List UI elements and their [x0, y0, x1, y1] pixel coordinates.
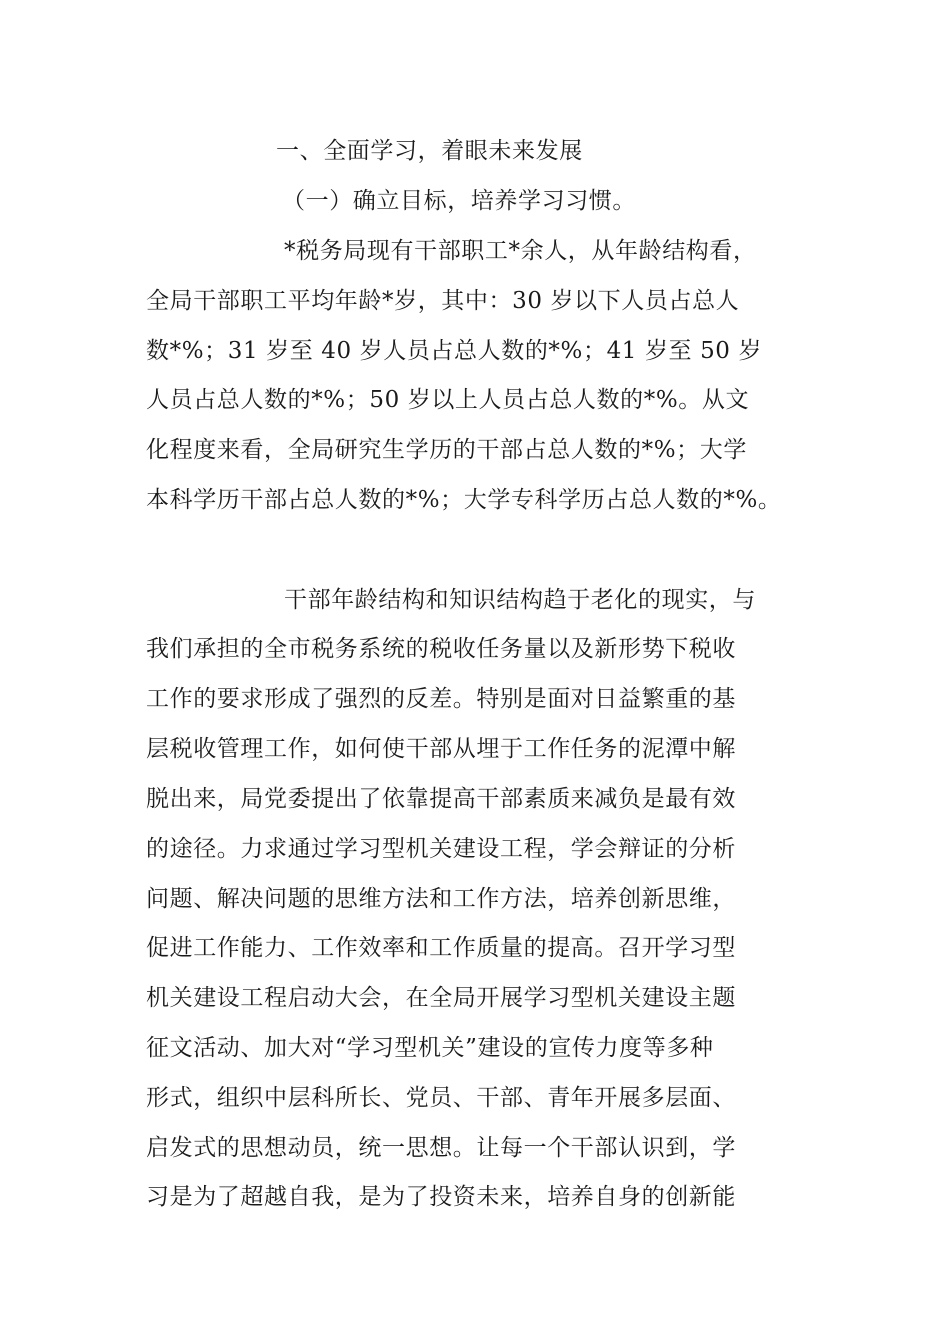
paragraph-2-line: 征文活动、加大对“学习型机关”建设的宣传力度等多种	[146, 1035, 714, 1061]
paragraph-1-line: 化程度来看，全局研究生学历的干部占总人数的*%；大学	[146, 437, 747, 463]
paragraph-2-line: 脱出来，局党委提出了依靠提高干部素质来减负是最有效	[146, 786, 736, 812]
paragraph-1-line: 全局干部职工平均年龄*岁，其中：30 岁以下人员占总人	[146, 288, 740, 314]
paragraph-2-line: 问题、解决问题的思维方法和工作方法，培养创新思维，	[146, 886, 736, 912]
paragraph-2-line: 我们承担的全市税务系统的税收任务量以及新形势下税收	[146, 636, 736, 662]
paragraph-2-line: 机关建设工程启动大会，在全局开展学习型机关建设主题	[146, 985, 736, 1011]
paragraph-2-line: 干部年龄结构和知识结构趋于老化的现实，与	[284, 587, 756, 613]
paragraph-1-line: 人员占总人数的*%；50 岁以上人员占总人数的*%。从文	[146, 387, 750, 413]
paragraph-1-line: 本科学历干部占总人数的*%；大学专科学历占总人数的*%。	[146, 487, 782, 513]
paragraph-2-line: 层税收管理工作，如何使干部从埋于工作任务的泥潭中解	[146, 736, 736, 762]
paragraph-2-line: 的途径。力求通过学习型机关建设工程，学会辩证的分析	[146, 836, 736, 862]
paragraph-1-line: *税务局现有干部职工*余人，从年龄结构看，	[284, 238, 757, 264]
paragraph-2-line: 形式，组织中层科所长、党员、干部、青年开展多层面、	[146, 1085, 736, 1111]
section-heading: 一、全面学习，着眼未来发展	[276, 138, 583, 164]
subsection-heading: （一）确立目标，培养学习习惯。	[282, 188, 636, 214]
paragraph-2-line: 启发式的思想动员，统一思想。让每一个干部认识到，学	[146, 1135, 736, 1161]
paragraph-1-line: 数*%；31 岁至 40 岁人员占总人数的*%；41 岁至 50 岁	[146, 338, 763, 364]
paragraph-2-line: 工作的要求形成了强烈的反差。特别是面对日益繁重的基	[146, 686, 736, 712]
paragraph-2-line: 促进工作能力、工作效率和工作质量的提高。召开学习型	[146, 935, 736, 961]
paragraph-2-line: 习是为了超越自我，是为了投资未来，培养自身的创新能	[146, 1184, 736, 1210]
